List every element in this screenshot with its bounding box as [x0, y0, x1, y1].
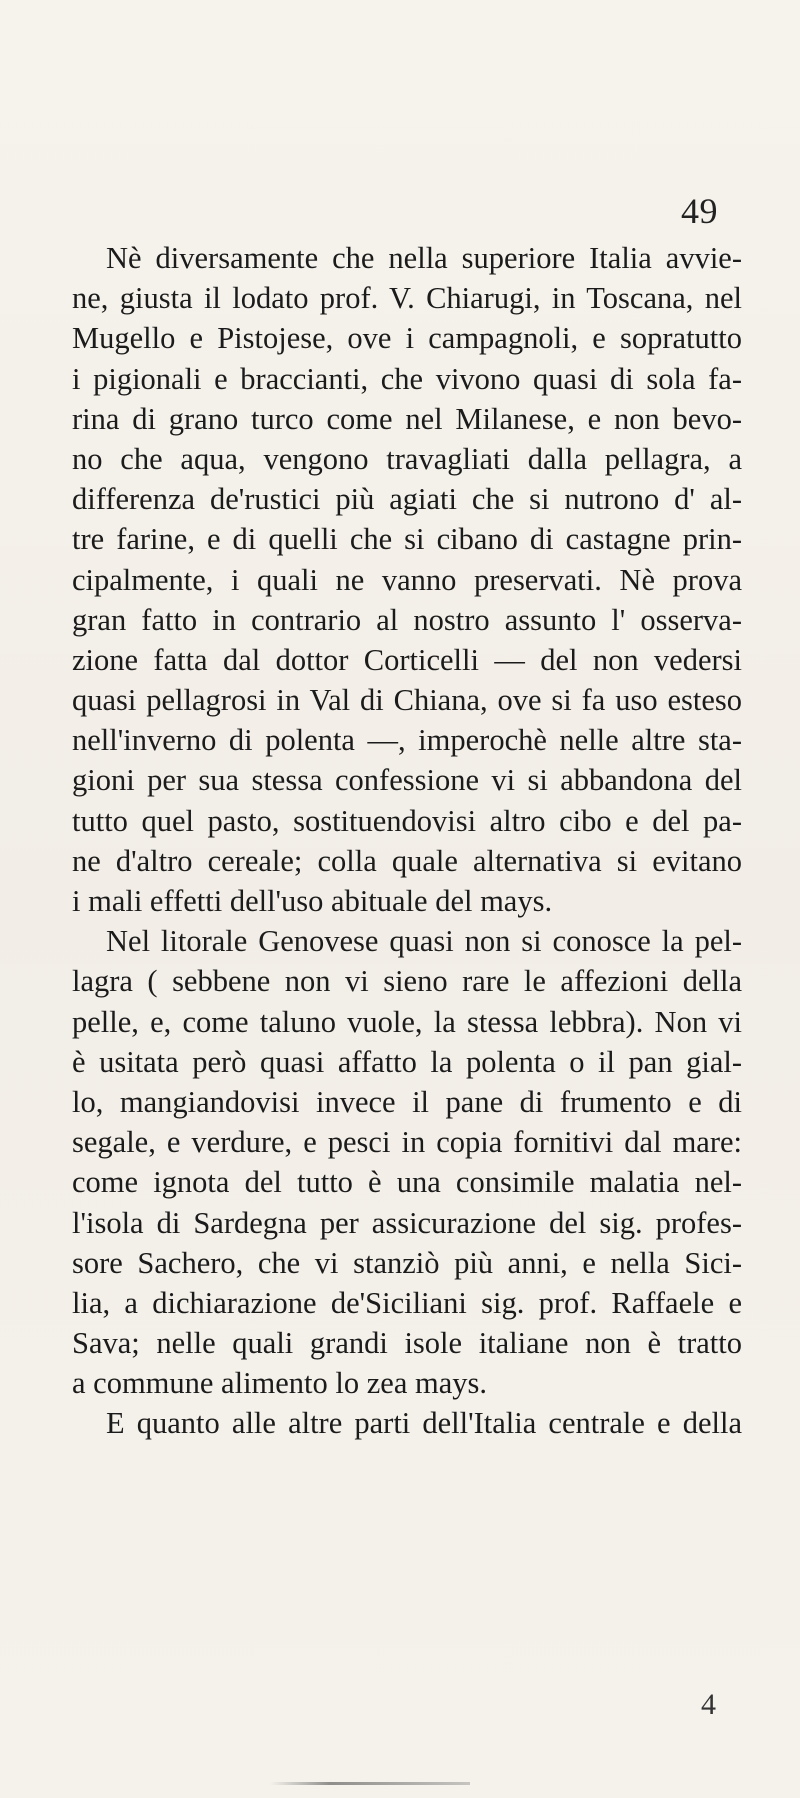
- text-line: Sava; nelle quali grandi isole italiane non è tratto: [72, 1326, 742, 1361]
- text-line: gioni per sua stessa confessione vi si abbandona del: [72, 763, 742, 798]
- text-line: come ignota del tutto è una consimile malatia nel-: [72, 1165, 742, 1200]
- text-line: sore Sachero, che vi stanziò più anni, e nella Sici-: [72, 1245, 742, 1280]
- text-line: nell'inverno di polenta —, imperochè nelle altre sta-: [72, 723, 742, 758]
- text-line: segale, e verdure, e pesci in copia fornitivi dal mare:: [72, 1125, 742, 1160]
- page-number: 49: [681, 191, 718, 231]
- text-line: cipalmente, i quali ne vanno preservati. Nè prova: [72, 562, 742, 597]
- text-line: lia, a dichiarazione de'Siciliani sig. prof. Raffaele e: [72, 1285, 742, 1320]
- text-line: zione fatta dal dottor Corticelli — del non vedersi: [72, 642, 742, 677]
- text-line: lagra ( sebbene non vi sieno rare le affezioni della: [72, 964, 742, 999]
- text-line: quasi pellagrosi in Val di Chiana, ove si fa uso esteso: [72, 683, 742, 718]
- text-line: l'isola di Sardegna per assicurazione del sig. profes-: [72, 1205, 742, 1240]
- text-line: Mugello e Pistojese, ove i campagnoli, e sopratutto: [72, 321, 742, 356]
- body-text: [72, 238, 742, 1444]
- text-line: tutto quel pasto, sostituendovisi altro cibo e del pa-: [72, 803, 742, 838]
- text-line: ne, giusta il lodato prof. V. Chiarugi, in Toscana, nel: [72, 281, 742, 316]
- text-line: è usitata però quasi affatto la polenta o il pan gial-: [72, 1044, 742, 1079]
- text-line: lo, mangiandovisi invece il pane di frumento e di: [72, 1084, 742, 1119]
- bottom-rule: [270, 1782, 470, 1785]
- text-line: gran fatto in contrario al nostro assunto l' osserva-: [72, 602, 742, 637]
- text-line: Nel litorale Genovese quasi non si conosce la pel-: [106, 924, 742, 959]
- text-line: rina di grano turco come nel Milanese, e non bevo-: [72, 401, 742, 436]
- text-line: pelle, e, come taluno vuole, la stessa lebbra). Non vi: [72, 1004, 742, 1039]
- signature-mark: 4: [701, 1688, 716, 1721]
- text-line: E quanto alle altre parti dell'Italia centrale e della: [106, 1406, 742, 1441]
- text-line: ne d'altro cereale; colla quale alternativa si evitano: [72, 843, 742, 878]
- text-line: tre farine, e di quelli che si cibano di castagne prin-: [72, 522, 742, 557]
- text-line: no che aqua, vengono travagliati dalla pellagra, a: [72, 441, 742, 476]
- text-line: Nè diversamente che nella superiore Italia avvie-: [106, 241, 742, 275]
- text-line: differenza de'rustici più agiati che si nutrono d' al-: [72, 482, 742, 517]
- text-line: a commune alimento lo zea mays.: [72, 1366, 487, 1401]
- text-line: i mali effetti dell'uso abituale del mays.: [72, 884, 553, 918]
- text-line: i pigionali e braccianti, che vivono quasi di sola fa-: [72, 361, 742, 396]
